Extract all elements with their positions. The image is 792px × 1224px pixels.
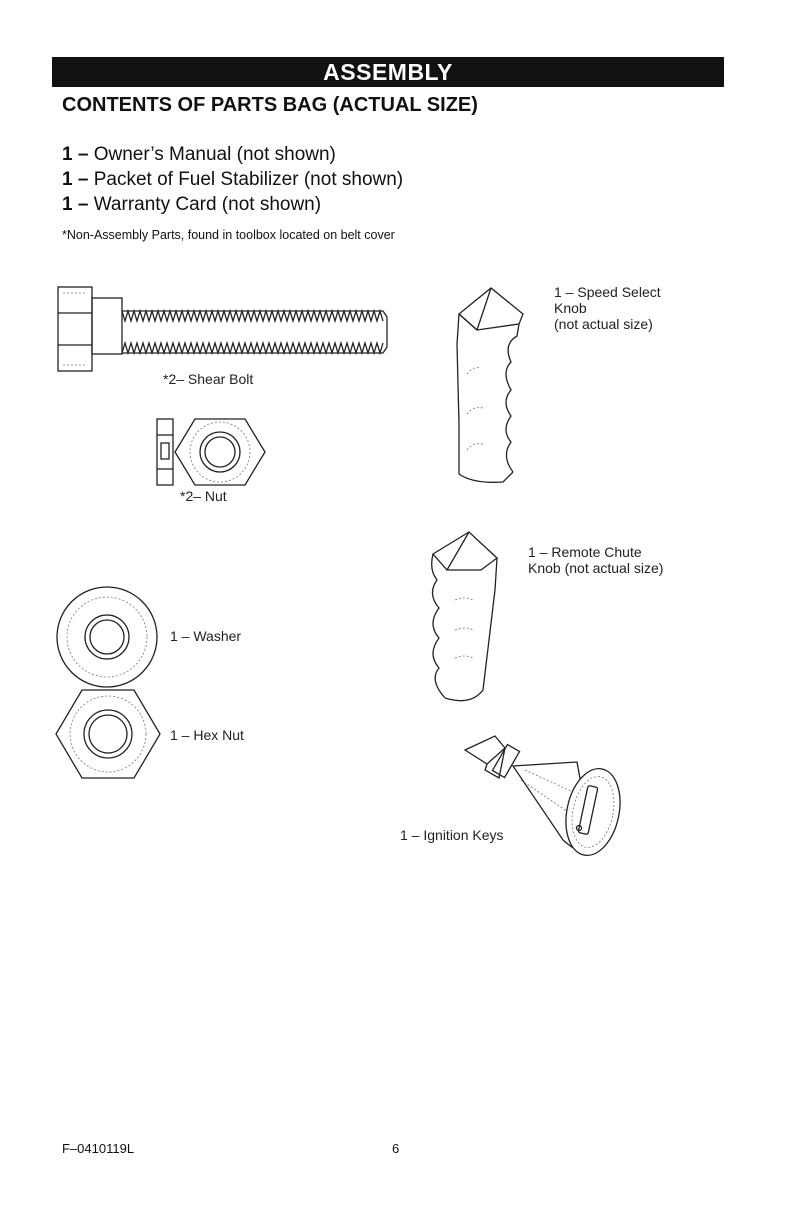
- hex-nut-label: 1 – Hex Nut: [170, 727, 244, 743]
- non-assembly-note: *Non-Assembly Parts, found in toolbox located on belt cover: [62, 228, 395, 242]
- document-code: F–0410119L: [62, 1141, 135, 1156]
- list-item: [62, 167, 403, 192]
- item-text: Warranty Card (not shown): [93, 194, 322, 215]
- list-item: [62, 142, 403, 167]
- nut-icon: [155, 413, 275, 493]
- section-banner: [52, 57, 724, 87]
- contents-list: [62, 142, 403, 217]
- hex-nut-icon: [58, 688, 168, 788]
- washer-label: 1 – Washer: [170, 628, 242, 644]
- item-text: Owner’s Manual (not shown): [93, 144, 336, 165]
- nut-label: *2– Nut: [180, 488, 227, 504]
- remote-chute-knob-icon: [425, 530, 515, 710]
- ignition-keys-label: 1 – Ignition Keys: [400, 827, 504, 843]
- remote-chute-knob-label-line: Knob (not actual size): [528, 560, 664, 576]
- banner-title: ASSEMBLY: [323, 59, 453, 85]
- shear-bolt-icon: [55, 283, 395, 383]
- page-title: CONTENTS OF PARTS BAG (ACTUAL SIZE): [62, 94, 478, 116]
- speed-select-knob-label-line: 1 – Speed Select: [554, 284, 661, 300]
- shear-bolt-label: *2– Shear Bolt: [163, 371, 254, 387]
- speed-select-knob-icon: [453, 284, 543, 494]
- item-quantity: 1 –: [62, 144, 89, 165]
- page-number: 6: [392, 1141, 400, 1156]
- item-quantity: 1 –: [62, 169, 89, 190]
- washer-icon: [55, 582, 165, 692]
- item-text: Packet of Fuel Stabilizer (not shown): [93, 169, 404, 190]
- remote-chute-knob-label-line: 1 – Remote Chute: [528, 544, 642, 560]
- speed-select-knob-label: [554, 284, 661, 332]
- remote-chute-knob-label: [528, 544, 663, 576]
- speed-select-knob-label-line: (not actual size): [554, 316, 653, 332]
- item-quantity: 1 –: [62, 194, 89, 215]
- list-item: [62, 192, 403, 217]
- speed-select-knob-label-line: Knob: [554, 300, 587, 316]
